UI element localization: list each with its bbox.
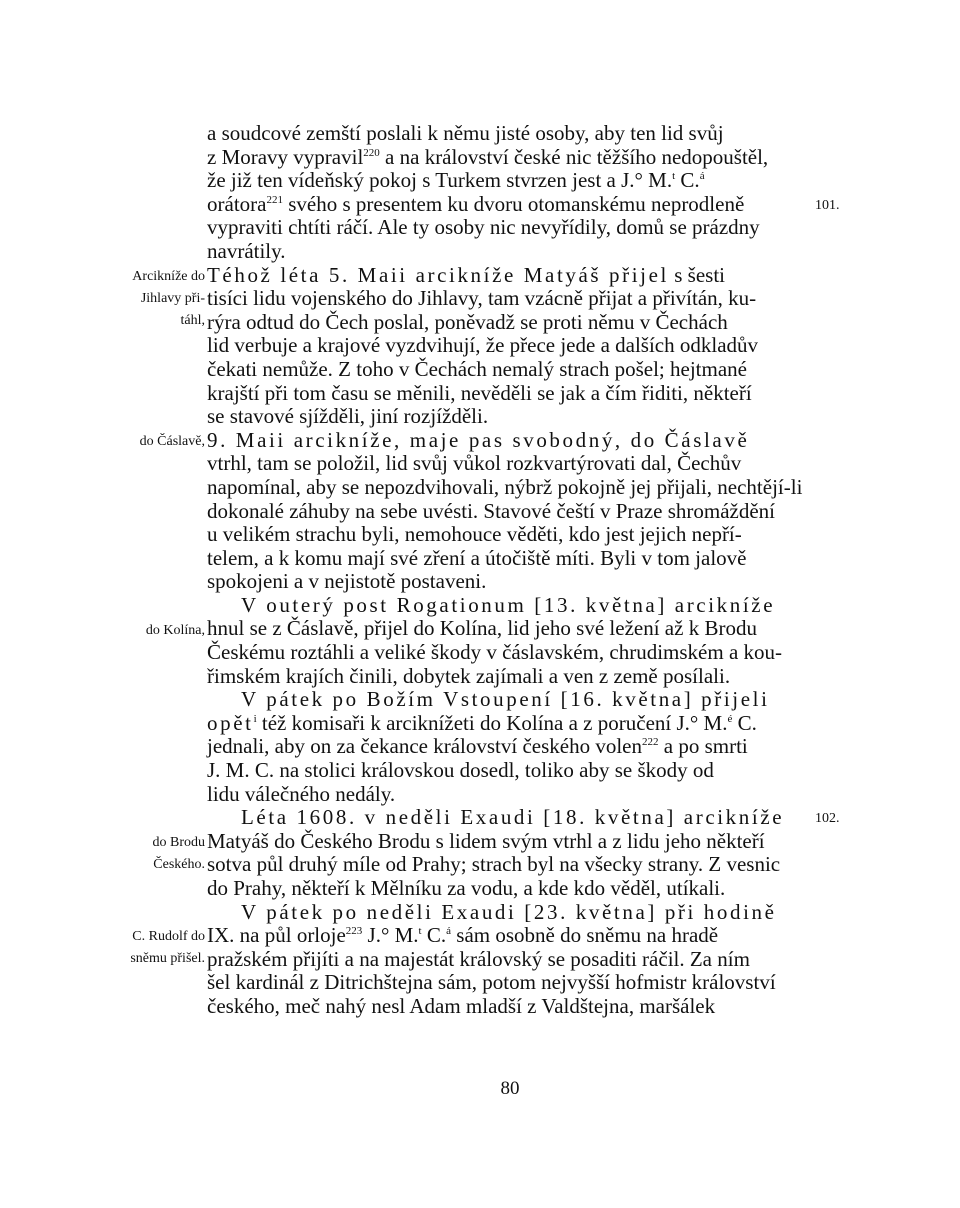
superscript: 222	[642, 736, 659, 749]
line-text: J. M. C. na stolici královskou dosedl, toliko aby se škody od	[207, 758, 714, 783]
line-text: sám osobně do sněmu na hradě	[451, 923, 719, 948]
line-text: tisíci lidu vojenského do Jihlavy, tam vzácně přijat a přivítán, ku-	[207, 286, 757, 311]
line-text: navrátily.	[207, 238, 286, 263]
text-line	[207, 901, 807, 925]
text-line	[207, 452, 807, 476]
margin-note-line: táhl,	[180, 312, 205, 328]
margin-note	[105, 266, 205, 332]
line-text: se stavové sjížděli, jiní rozjížděli.	[207, 404, 489, 429]
spaced-text: opět	[207, 710, 254, 735]
line-text: a na království české nic těžšího nedopouštěl,	[379, 144, 769, 169]
text-line	[207, 405, 807, 429]
line-text: též komisaři k arciknížeti do Kolína a z poručení J.° M.	[256, 710, 728, 735]
superscript: t	[418, 925, 422, 938]
margin-note-line: Arcikníže do	[132, 268, 205, 284]
line-text: že již ten vídeňský pokoj s Turkem stvrzen jest a J.° M.	[207, 168, 673, 193]
text-line	[207, 853, 807, 877]
margin-note-line: do Čáslavě,	[139, 433, 205, 449]
line-text: svého s presentem ku dvoru otomanskému neprodleně	[282, 191, 745, 216]
superscript: á	[699, 170, 705, 183]
text-line	[207, 995, 807, 1019]
line-text: orátora	[207, 191, 267, 216]
text-line	[207, 334, 807, 358]
text-line	[207, 547, 807, 571]
spaced-text: Téhož léta 5. Maii arcikníže Matyáš přijel	[207, 262, 669, 287]
line-text: z Moravy vypravil	[207, 144, 364, 169]
line-text: J.° M.	[362, 923, 419, 948]
margin-note	[105, 620, 205, 642]
folio-reference: 102.	[815, 811, 840, 827]
text-line	[207, 311, 807, 335]
line-text: vtrhl, tam se položil, lid svůj vůkol rozkvartýrovati dal, Čechův	[207, 451, 742, 476]
margin-note-line: do Kolína,	[145, 622, 205, 638]
margin-note	[105, 431, 205, 453]
superscript: 220	[363, 146, 380, 159]
text-line	[207, 240, 807, 264]
text-line	[207, 688, 807, 712]
line-text: dokonalé záhuby na sebe uvésti. Stavové čeští v Praze shromáždění	[207, 498, 775, 523]
text-line	[207, 146, 807, 170]
line-text: hnul se z Čáslavě, přijel do Kolína, lid jeho své ležení až k Brodu	[207, 616, 757, 641]
line-text: čekati nemůže. Z toho v Čechách nemalý strach pošel; hejtmané	[207, 356, 747, 381]
text-line	[207, 193, 807, 217]
line-text: C.	[421, 923, 447, 948]
text-line	[207, 500, 807, 524]
line-text: IX. na půl orloje	[207, 923, 346, 948]
text-line	[207, 476, 807, 500]
margin-note-line: do Brodu	[152, 835, 205, 850]
text-line	[207, 216, 807, 240]
main-text	[207, 122, 807, 1019]
text-line	[207, 665, 807, 689]
margin-note-line: Jihlavy při-	[140, 290, 205, 306]
text-line	[207, 287, 807, 311]
margin-note-line: sněmu přišel.	[130, 951, 205, 967]
line-text: řimském krajích činili, dobytek zajímali a ven z země posílali.	[207, 663, 731, 688]
line-text: a soudcové zemští poslali k němu jisté osoby, aby ten lid svůj	[207, 121, 724, 145]
line-text: u velikém strachu byli, nemohouce věděti, kdo jest jejich nepří-	[207, 522, 742, 547]
text-line	[207, 122, 807, 146]
line-text: vypraviti chtíti ráčí. Ale ty osoby nic nevyřídily, domů se prázdny	[207, 215, 760, 240]
text-line	[207, 877, 807, 901]
spaced-text: V pátek po Božím Vstoupení [16. května] přijeli	[241, 687, 770, 712]
line-text: lidu válečného nedály.	[207, 781, 396, 806]
text-line	[207, 169, 807, 193]
line-text: s šesti	[668, 262, 725, 287]
spaced-text: Léta 1608. v neděli Exaudi [18. května] arcikníže	[241, 805, 785, 830]
line-text: lid verbuje a krajové vyzdvihují, že přece jede a dalších odkladův	[207, 333, 759, 358]
superscript: i	[253, 712, 257, 725]
line-text: C.	[675, 168, 700, 193]
text-line	[207, 523, 807, 547]
line-text: rýra odtud do Čech poslal, poněvadž se proti němu v Čechách	[207, 309, 728, 334]
margin-note	[105, 926, 205, 970]
text-line	[207, 924, 807, 948]
line-text: do Prahy, někteří k Mělníku za vodu, a kde kdo věděl, utíkali.	[207, 876, 726, 900]
line-text: šel kardinál z Ditrichštejna sám, potom nejvyšší hofmistr království	[207, 970, 776, 995]
text-line	[207, 735, 807, 759]
spaced-text: V outerý post Rogationum [13. května] arcikníže	[241, 592, 776, 617]
line-text: C.	[732, 710, 757, 735]
superscript: é	[727, 712, 733, 725]
margin-note	[105, 832, 205, 876]
text-line	[207, 382, 807, 406]
text-line	[207, 429, 807, 453]
text-line	[207, 570, 807, 594]
folio-reference: 101.	[815, 197, 840, 213]
margin-note-line: Českého.	[153, 857, 205, 872]
spaced-text: V pátek po neděli Exaudi [23. května] při hodině	[241, 899, 777, 924]
line-text: Matyáš do Českého Brodu s lidem svým vtrhl a z lidu jeho někteří	[207, 828, 765, 853]
text-line	[207, 594, 807, 618]
superscript: á	[446, 925, 452, 938]
text-line	[207, 264, 807, 288]
text-line	[207, 971, 807, 995]
margin-note-line: C. Rudolf do	[132, 929, 205, 945]
text-line	[207, 641, 807, 665]
text-line	[207, 830, 807, 854]
text-line	[207, 759, 807, 783]
line-text: jednali, aby on za čekance království českého volen	[207, 734, 642, 759]
page-number: 80	[500, 1078, 520, 1099]
line-text: pražském přijíti a na majestát královský se posaditi ráčil. Za ním	[207, 946, 750, 971]
text-line	[207, 806, 807, 830]
text-line	[207, 783, 807, 807]
superscript: 221	[266, 193, 283, 206]
text-line	[207, 948, 807, 972]
spaced-text: 9. Maii arcikníže, maje pas svobodný, do Čáslavě	[207, 427, 750, 452]
superscript: t	[672, 170, 676, 183]
text-line	[207, 617, 807, 641]
text-line	[207, 358, 807, 382]
line-text: a po smrti	[658, 734, 748, 759]
line-text: spokojeni a v nejistotě postaveni.	[207, 569, 487, 594]
line-text: sotva půl druhý míle od Prahy; strach byl na všecky strany. Z vesnic	[207, 852, 781, 877]
line-text: krajští při tom času se měnili, nevěděli se jak a čím řiditi, někteří	[207, 380, 752, 405]
line-text: českého, meč nahý nesl Adam mladší z Valdštejna, maršálek	[207, 993, 716, 1018]
text-line	[207, 712, 807, 736]
line-text: telem, a k komu mají své zření a útočiště míti. Byli v tom jalově	[207, 545, 747, 570]
superscript: 223	[345, 925, 363, 938]
line-text: napomínal, aby se nepozdvihovali, nýbrž pokojně jej přijali, nechtějí-li	[207, 474, 803, 499]
line-text: Českému roztáhli a veliké škody v čáslavském, chrudimském a kou-	[207, 640, 783, 665]
